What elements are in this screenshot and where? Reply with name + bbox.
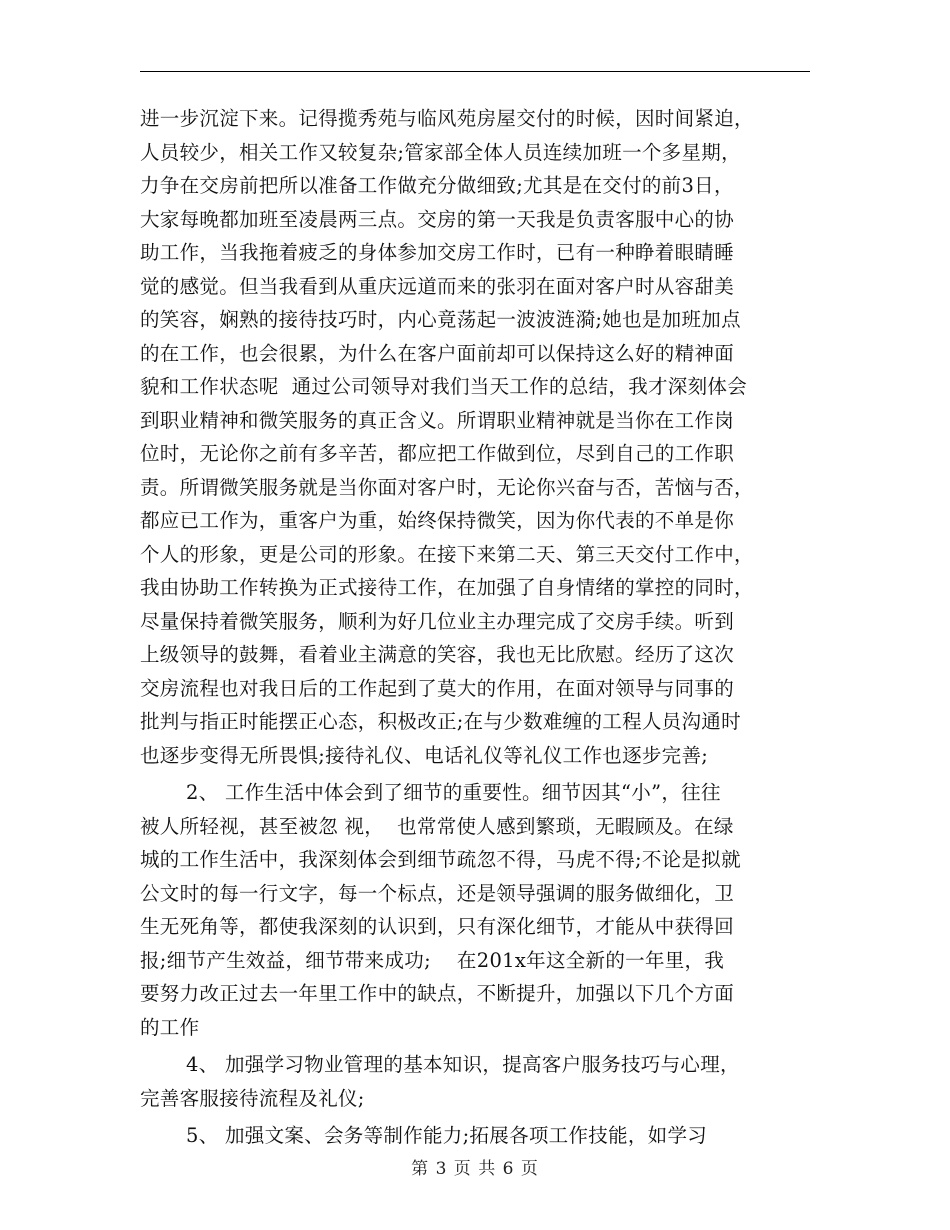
text-line: 上级领导的鼓舞，看着业主满意的笑容，我也无比欣慰。经历了这次 xyxy=(140,643,735,666)
page-number-footer: 第 3 页 共 6 页 xyxy=(411,1159,539,1179)
text-line: 的在工作，也会很累，为什么在客户面前却可以保持这么好的精神面 xyxy=(140,341,735,365)
text-line: 交房流程也对我日后的工作起到了莫大的作用，在面对领导与同事的 xyxy=(140,676,735,700)
text-line: 到职业精神和微笑服务的真正含义。所谓职业精神就是当你在工作岗 xyxy=(140,408,735,432)
text-line: 批判与指正时能摆正心态，积极改正;在与少数难缠的工程人员沟通时 xyxy=(140,710,741,733)
text-line: 尽量保持着微笑服务，顺利为好几位业主办理完成了交房手续。听到 xyxy=(140,609,735,633)
text-line: 大家每晚都加班至凌晨两三点。交房的第一天我是负责客服中心的协 xyxy=(140,207,735,231)
text-line: 都应已工作为，重客户为重，始终保持微笑，因为你代表的不单是你 xyxy=(140,509,735,532)
text-line: 人员较少，相关工作又较复杂;管家部全体人员连续加班一个多星期， xyxy=(140,140,741,164)
text-line: 的工作 xyxy=(140,1015,200,1039)
text-line: 责。所谓微笑服务就是当你面对客户时，无论你兴奋与否，苦恼与否， xyxy=(140,475,754,499)
text-line: 的笑容，娴熟的接待技巧时，内心竟荡起一波波涟漪;她也是加班加点 xyxy=(140,308,741,331)
text-line: 生无死角等，都使我深刻的认识到，只有深化细节，才能从中获得回 xyxy=(140,915,735,938)
text-line: 要努力改正过去一年里工作中的缺点，不断提升，加强以下几个方面 xyxy=(140,982,735,1005)
header-rule xyxy=(140,71,810,72)
text-line: 5、 加强文案、会务等制作能力;拓展各项工作技能，如学习 xyxy=(186,1124,708,1147)
text-line: 被人所轻视，甚至被忽 视， 也常常使人感到繁琐，无暇顾及。在绿 xyxy=(140,814,734,838)
text-line: 助工作，当我拖着疲乏的身体参加交房工作时，已有一种睁着眼睛睡 xyxy=(140,241,735,264)
text-line: 公文时的每一行文字，每一个标点，还是领导强调的服务做细化，卫 xyxy=(140,881,735,905)
text-line: 2、 工作生活中体会到了细节的重要性。细节因其“小”，往往 xyxy=(186,781,721,804)
body-text xyxy=(140,102,810,1153)
text-line: 貌和工作状态呢 通过公司领导对我们当天工作的总结，我才深刻体会 xyxy=(140,375,747,398)
text-line: 力争在交房前把所以准备工作做充分做细致;尤其是在交付的前3日， xyxy=(140,174,734,197)
text-line: 也逐步变得无所畏惧;接待礼仪、电话礼仪等礼仪工作也逐步完善; xyxy=(140,743,709,767)
text-line: 进一步沉淀下来。记得揽秀苑与临风苑房屋交付的时候，因时间紧迫， xyxy=(140,107,754,130)
text-line: 位时，无论你之前有多辛苦，都应把工作做到位，尽到自己的工作职 xyxy=(140,442,735,465)
text-line: 觉的感觉。但当我看到从重庆远道而来的张羽在面对客户时从容甜美 xyxy=(140,274,735,298)
text-line: 个人的形象，更是公司的形象。在接下来第二天、第三天交付工作中， xyxy=(140,542,754,566)
text-line: 4、 加强学习物业管理的基本知识，提高客户服务技巧与心理， xyxy=(186,1053,740,1076)
text-line: 我由协助工作转换为正式接待工作，在加强了自身情绪的掌控的同时， xyxy=(140,576,754,599)
text-line: 报;细节产生效益，细节带来成功; 在201x年这全新的一年里，我 xyxy=(140,948,725,972)
text-line: 城的工作生活中，我深刻体会到细节疏忽不得，马虎不得;不论是拟就 xyxy=(140,848,741,871)
text-line: 完善客服接待流程及礼仪; xyxy=(140,1086,365,1110)
